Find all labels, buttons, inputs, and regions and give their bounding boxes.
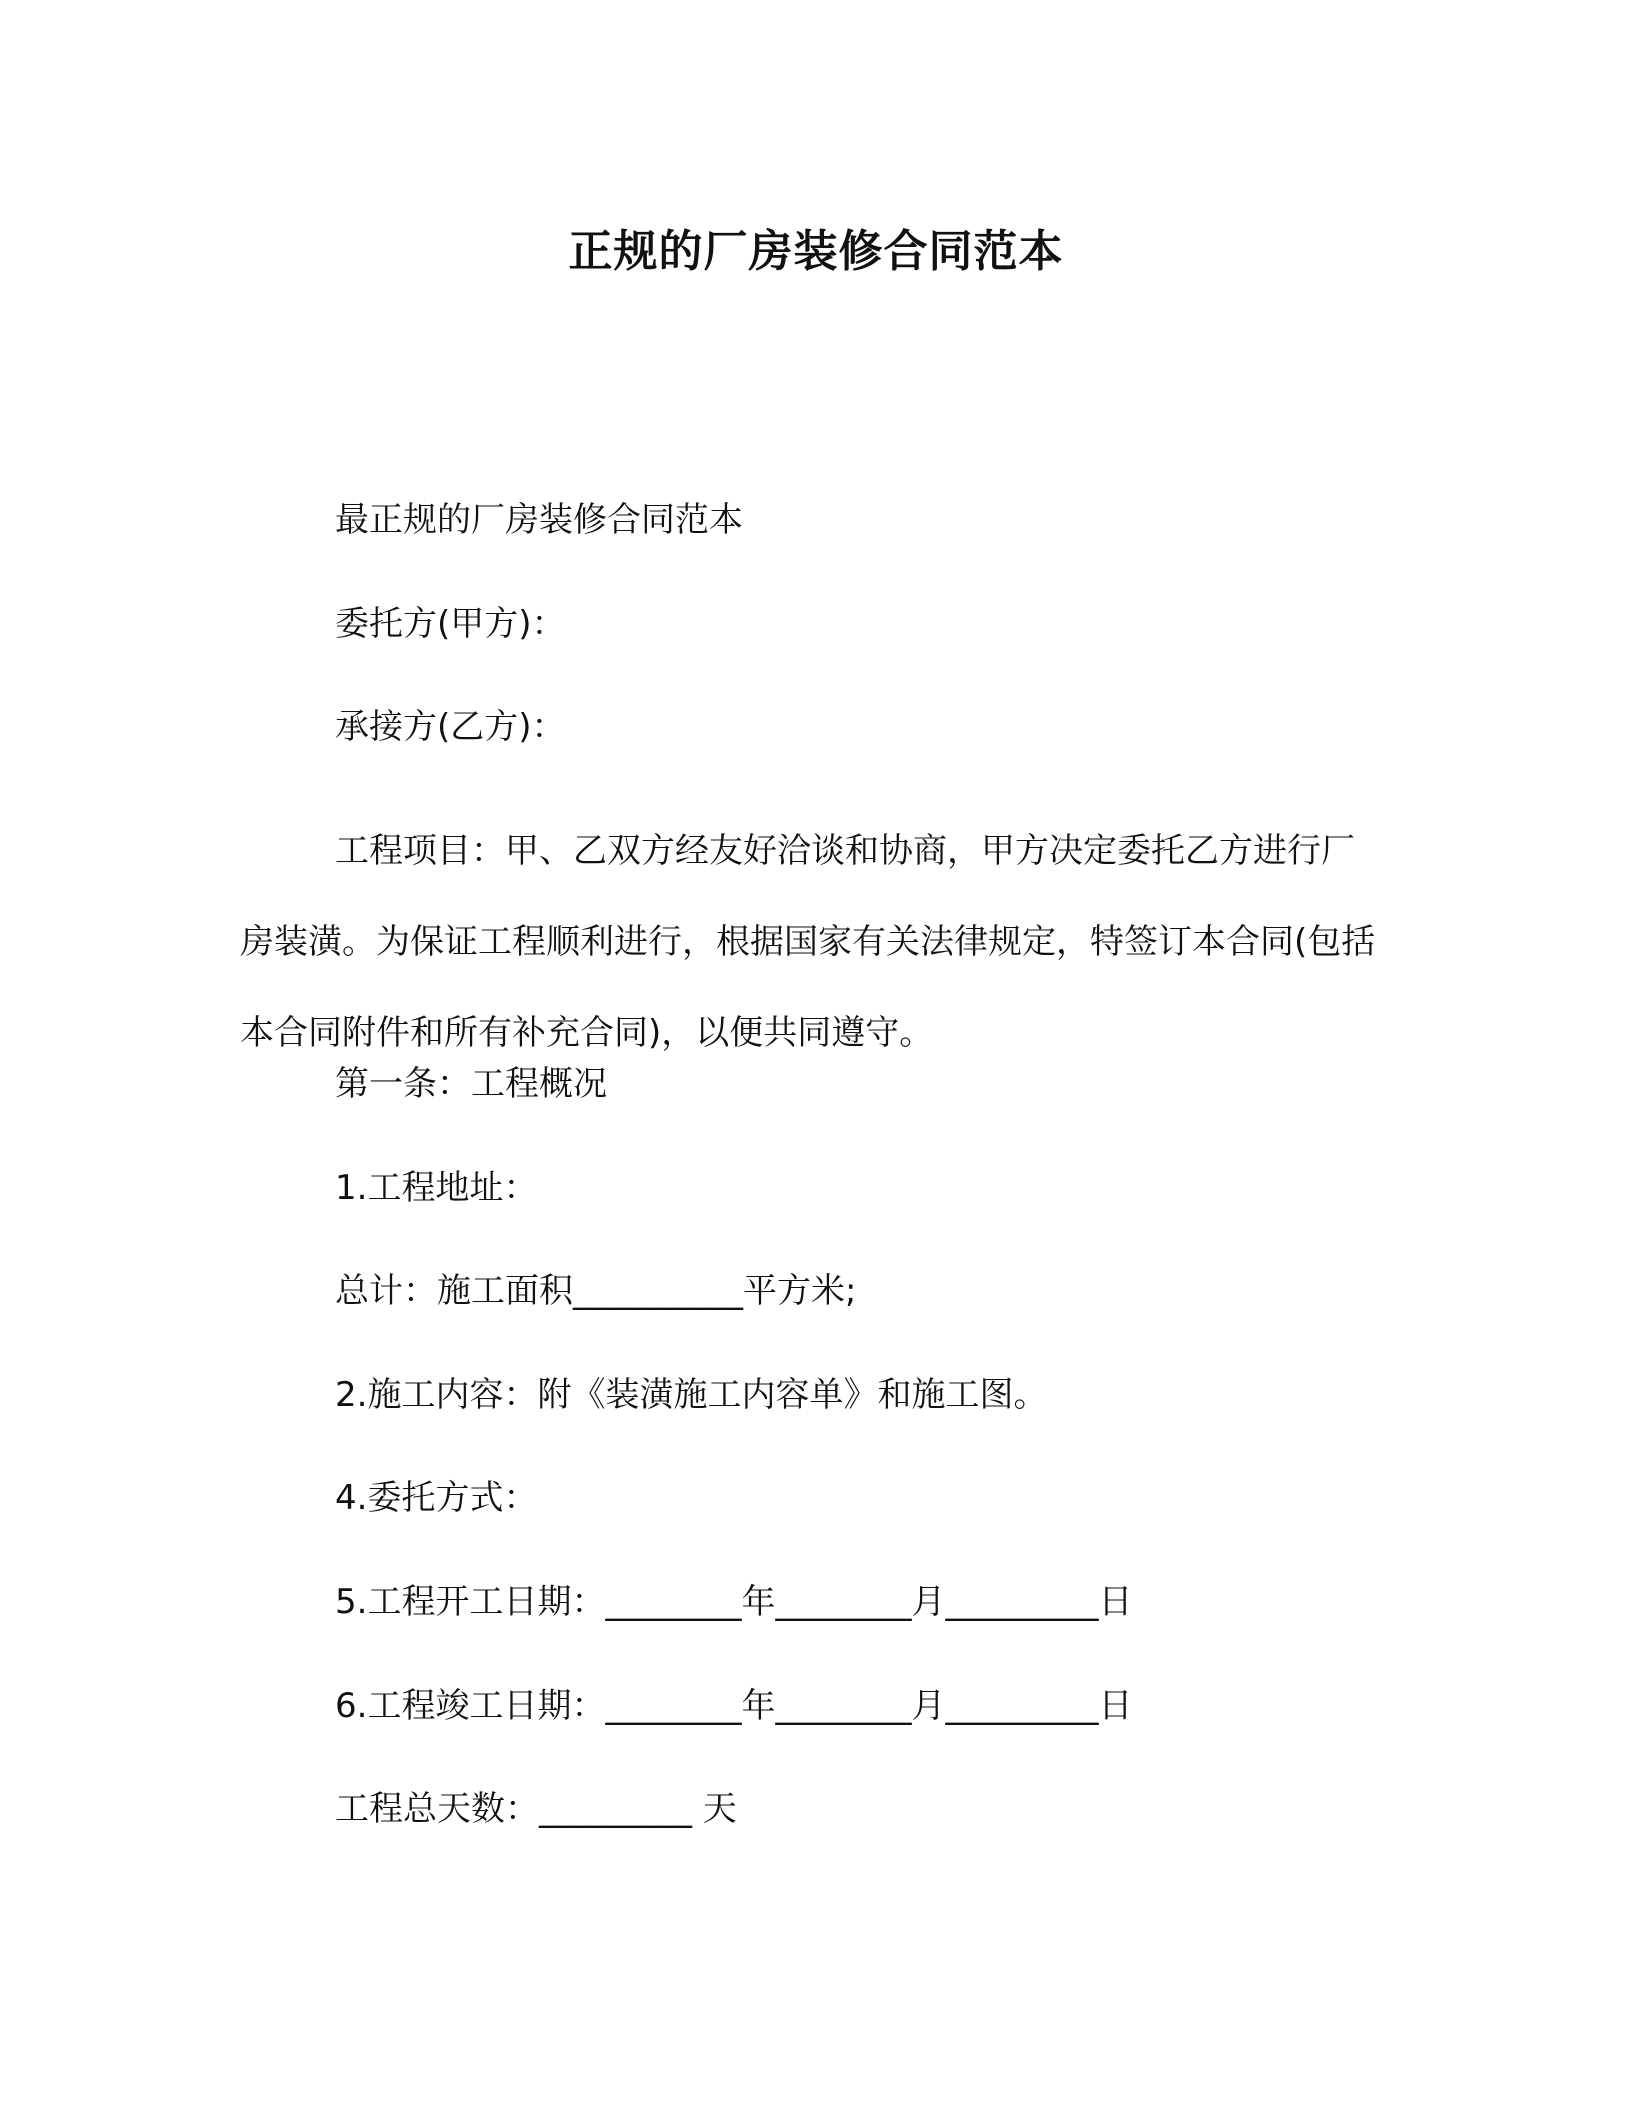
construction-area: 总计：施工面积__________平方米;: [335, 1271, 857, 1311]
project-address: 1.工程地址：: [335, 1168, 538, 1208]
start-date: 5.工程开工日期：________年________月_________日: [335, 1582, 1133, 1622]
project-paragraph: 工程项目：甲、乙双方经友好洽谈和协商，甲方决定委托乙方进行厂房装潢。为保证工程顺利进行，根据国家有关法律规定，特签订本合同(包括本合同附件和所有补充合同)，以便共同遵守。: [240, 831, 1376, 1053]
party-a-label: 委托方(甲方)：: [335, 604, 566, 644]
party-b-label: 承接方(乙方)：: [335, 707, 566, 747]
commission-method: 4.委托方式：: [335, 1478, 538, 1518]
total-days: 工程总天数：_________ 天: [335, 1789, 737, 1829]
document-title: 正规的厂房装修合同范本: [568, 226, 1064, 277]
document-heading: 最正规的厂房装修合同范本: [335, 500, 743, 540]
construction-content: 2.施工内容：附《装潢施工内容单》和施工图。: [335, 1375, 1048, 1415]
article-1-title: 第一条：工程概况: [335, 1064, 607, 1104]
completion-date: 6.工程竣工日期：________年________月_________日: [335, 1686, 1133, 1726]
